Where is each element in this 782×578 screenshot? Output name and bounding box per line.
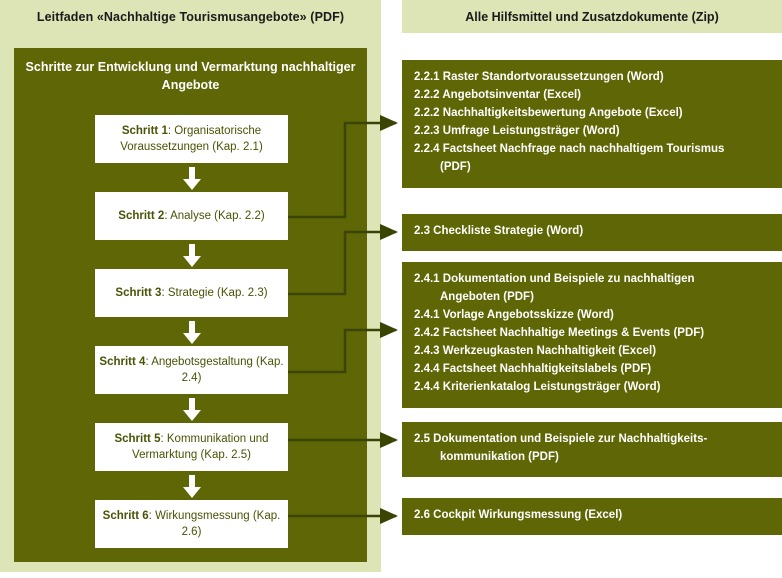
doc-item[interactable] <box>402 222 782 240</box>
step-card-4[interactable] <box>95 346 288 394</box>
doc-item[interactable] <box>402 68 782 86</box>
doc-item[interactable] <box>402 342 782 360</box>
step-2-text <box>118 208 264 224</box>
step-card-2[interactable] <box>95 192 288 240</box>
doc-item-text: 2.4.1 Dokumentation und Beispiele zu nachhaltigen <box>414 273 695 285</box>
doc-item-text: 2.2.2 Angebotsinventar (Excel) <box>414 89 582 101</box>
doc-item-text: 2.4.4 Kriterienkatalog Leistungsträger (Word) <box>414 381 661 393</box>
doc-item-text: 2.2.3 Umfrage Leistungsträger (Word) <box>414 125 620 137</box>
doc-block-2-3[interactable] <box>402 214 782 251</box>
step-6-text <box>99 508 284 540</box>
step-card-5[interactable] <box>95 423 288 471</box>
doc-item[interactable] <box>402 140 782 176</box>
arrow-down-icon-5 <box>182 475 202 499</box>
step-4-sep: : <box>145 356 152 368</box>
arrow-down-icon-4 <box>182 398 202 422</box>
step-4-rest: Angebotsgestaltung (Kap. 2.4) <box>151 356 284 384</box>
arrow-down-icon-3 <box>182 321 202 345</box>
doc-block-2-5[interactable] <box>402 422 782 477</box>
step-3-rest: Strategie (Kap. 2.3) <box>167 287 268 299</box>
doc-item[interactable] <box>402 104 782 122</box>
step-6-label: Schritt 6 <box>102 510 149 522</box>
step-2-rest: Analyse (Kap. 2.2) <box>170 210 265 222</box>
step-3-sep: : <box>161 287 168 299</box>
doc-item-text: 2.5 Dokumentation und Beispiele zur Nachhaltigkeits- <box>414 433 708 445</box>
doc-item[interactable] <box>402 324 782 342</box>
doc-item-text: 2.4.1 Vorlage Angebotsskizze (Word) <box>414 309 614 321</box>
doc-item[interactable] <box>402 430 782 466</box>
doc-item-text: 2.2.2 Nachhaltigkeitsbewertung Angebote (Excel) <box>414 107 683 119</box>
doc-item[interactable] <box>402 360 782 378</box>
doc-item[interactable] <box>402 270 782 306</box>
step-2-label: Schritt 2 <box>118 210 165 222</box>
doc-item-text-cont: kommunikation (PDF) <box>440 451 559 463</box>
doc-block-2-2[interactable] <box>402 60 782 188</box>
step-card-1[interactable] <box>95 115 288 163</box>
doc-item-text: 2.3 Checkliste Strategie (Word) <box>414 225 584 237</box>
step-card-3[interactable] <box>95 269 288 317</box>
doc-item-text: 2.2.4 Factsheet Nachfrage nach nachhaltigem Tourismus <box>414 143 725 155</box>
step-card-6[interactable] <box>95 500 288 548</box>
step-6-rest: Wirkungsmessung (Kap. 2.6) <box>155 510 281 538</box>
left-column-header: Leitfaden «Nachhaltige Tourismusangebote» (PDF) <box>36 9 345 24</box>
step-1-label: Schritt 1 <box>121 125 168 137</box>
step-4-text <box>99 354 284 386</box>
step-5-text <box>99 431 284 463</box>
doc-item-text: 2.2.1 Raster Standortvoraussetzungen (Word) <box>414 71 664 83</box>
doc-item-text: 2.4.2 Factsheet Nachhaltige Meetings & Events (PDF) <box>414 327 705 339</box>
doc-item-text: 2.6 Cockpit Wirkungsmessung (Excel) <box>414 509 623 521</box>
step-5-rest: Kommunikation und Vermarktung (Kap. 2.5) <box>132 433 269 461</box>
doc-item-text-cont: Angeboten (PDF) <box>440 291 534 303</box>
step-6-sep: : <box>148 510 156 522</box>
doc-block-2-6[interactable] <box>402 498 782 535</box>
doc-item[interactable] <box>402 122 782 140</box>
arrow-down-icon-2 <box>182 244 202 268</box>
step-4-label: Schritt 4 <box>99 356 146 368</box>
arrow-down-icon-1 <box>182 167 202 191</box>
left-process-title: Schritte zur Entwicklung und Vermarktung nachhaltiger Angebote <box>25 60 356 92</box>
step-5-label: Schritt 5 <box>114 433 161 445</box>
doc-block-2-4[interactable] <box>402 262 782 408</box>
doc-item[interactable] <box>402 378 782 396</box>
step-5-sep: : <box>160 433 167 445</box>
doc-item-text: 2.4.3 Werkzeugkasten Nachhaltigkeit (Excel) <box>414 345 657 357</box>
doc-item-text: 2.4.4 Factsheet Nachhaltigkeitslabels (PDF) <box>414 363 652 375</box>
step-1-sep: : <box>167 125 175 137</box>
right-column-header: Alle Hilfsmittel und Zusatzdokumente (Zip) <box>402 0 782 33</box>
doc-item-text-cont: (PDF) <box>440 161 471 173</box>
step-3-label: Schritt 3 <box>115 287 162 299</box>
doc-item[interactable] <box>402 306 782 324</box>
doc-item[interactable] <box>402 506 782 524</box>
step-3-text <box>115 285 267 301</box>
step-2-sep: : <box>164 210 171 222</box>
doc-item[interactable] <box>402 86 782 104</box>
step-1-rest: Organisatorische Voraussetzungen (Kap. 2.1) <box>120 125 263 153</box>
step-1-text <box>99 123 284 155</box>
